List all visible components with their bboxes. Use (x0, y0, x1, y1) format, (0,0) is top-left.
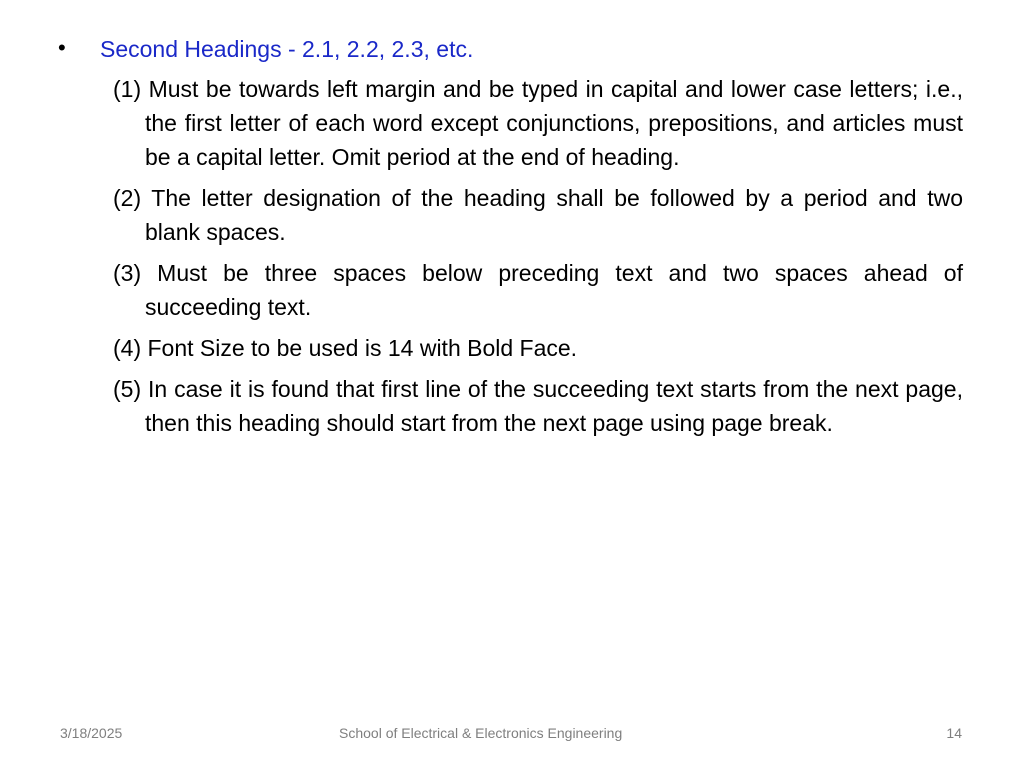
section-heading: Second Headings - 2.1, 2.2, 2.3, etc. (100, 36, 474, 62)
footer-page-number: 14 (946, 725, 962, 741)
rule-item-3: (3) Must be three spaces below preceding text and two spaces ahead of succeeding text. (113, 260, 963, 320)
footer-school-name: School of Electrical & Electronics Engineering (339, 725, 623, 741)
heading-bullet-row (58, 33, 978, 65)
rule-list (113, 72, 963, 447)
rule-item-4: (4) Font Size to be used is 14 with Bold Face. (113, 335, 578, 361)
rule-item-2: (2) The letter designation of the heading shall be followed by a period and two blank spaces. (113, 185, 963, 245)
bullet-icon: • (58, 35, 66, 60)
rule-item-5: (5) In case it is found that first line of the succeeding text starts from the next page, then this heading should start from the next page using page break. (113, 376, 963, 436)
footer-date: 3/18/2025 (60, 725, 123, 741)
rule-item-1: (1) Must be towards left margin and be typed in capital and lower case letters; i.e., the first letter of each word except conjunctions, prepositions, and articles must be a capital letter. Omit period at the end of heading. (113, 76, 963, 170)
